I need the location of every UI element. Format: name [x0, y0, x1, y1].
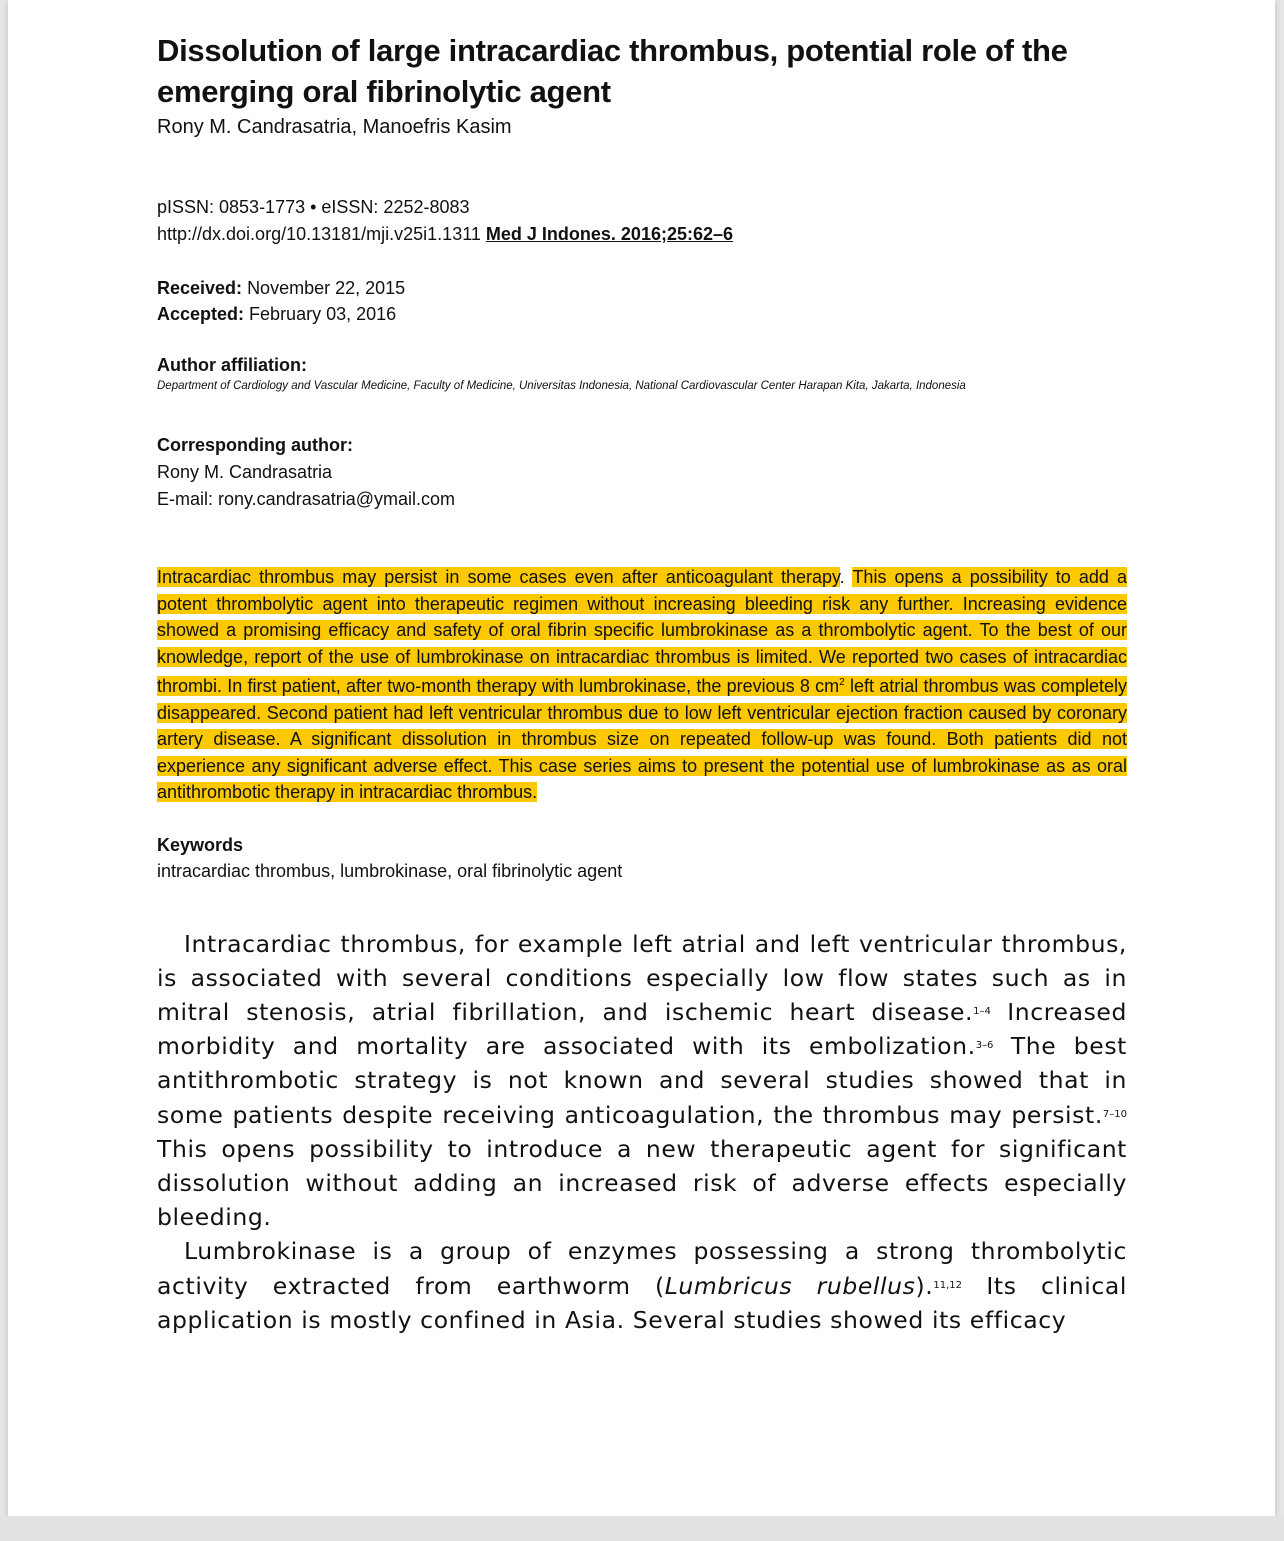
body-text [157, 927, 1127, 1337]
paper-authors: Rony M. Candrasatria, Manoefris Kasim [157, 116, 512, 138]
p2-text-c: Its clinical application is mostly confined in Asia. Several studies showed its efficacy [157, 1271, 1127, 1334]
doi-line [157, 221, 1127, 248]
keywords-heading: Keywords [157, 834, 244, 855]
accepted-line [157, 301, 1127, 327]
page-content [157, 30, 1127, 1337]
abstract-text-2a: This opens a possibility to add a potent thrombolytic agent into therapeutic regimen without increasing bleeding risk any further. Increasing evidence showed a promising efficacy and safety of oral fibrin specific lumbrokinase as a thrombolytic agent. To the best of our knowledge, report of the use of lumbrokinase on intracardiac thrombus is limited. We reported two cases of intracardiac thrombi. In first patient, after two-month therapy with lumbrokinase, the previous 8 cm [157, 567, 1127, 696]
affiliation-heading: Author affiliation: [157, 355, 307, 375]
issn-line: pISSN: 0853-1773 • eISSN: 2252-8083 [157, 197, 470, 217]
doi-link[interactable]: http://dx.doi.org/10.13181/mji.v25i1.1311 [157, 224, 481, 244]
keywords-text: intracardiac thrombus, lumbrokinase, oral fibrinolytic agent [157, 860, 623, 881]
corresponding-heading: Corresponding author: [157, 435, 353, 455]
abstract-superscript: 2 [839, 677, 845, 688]
page-bottom-edge [0, 1516, 1284, 1541]
ref-1-4[interactable]: 1–4 [973, 1005, 991, 1017]
abstract [157, 564, 1127, 806]
corresponding-name: Rony M. Candrasatria [157, 462, 333, 482]
ref-3-6[interactable]: 3–6 [975, 1040, 994, 1052]
ref-11-12[interactable]: 11,12 [933, 1279, 962, 1291]
p2-text-a: Lumbrokinase is a group of enzymes possessing a strong thrombolytic activity extracted from earthworm ( [157, 1237, 1127, 1300]
publication-info [157, 194, 1127, 248]
accepted-label: Accepted: [157, 304, 245, 324]
affiliation-text: Department of Cardiology and Vascular Medicine, Faculty of Medicine, Universitas Indonesia, National Cardiovascular Center Harapan Kita, Jakarta, Indonesia [157, 380, 966, 392]
paragraph-2 [157, 1234, 1127, 1337]
journal-citation-link[interactable]: Med J Indones. 2016;25:62–6 [485, 224, 734, 244]
received-label: Received: [157, 278, 243, 298]
abstract-period: . [839, 567, 845, 587]
received-line [157, 275, 1127, 301]
species-name: Lumbricus rubellus [664, 1271, 916, 1300]
dates-block [157, 275, 1127, 327]
ref-7-10[interactable]: 7–10 [1102, 1108, 1127, 1120]
p2-text-b: ). [915, 1271, 934, 1300]
document-page [8, 0, 1275, 1516]
abstract-highlight-2 [157, 567, 1127, 802]
paragraph-1 [157, 927, 1127, 1235]
p1-text-a: Intracardiac thrombus, for example left atrial and left ventricular thrombus, is associated with several conditions especially low flow states such as in mitral stenosis, atrial fibrillation, and ischemic heart disease. [157, 929, 1127, 1026]
abstract-highlight-1: Intracardiac thrombus may persist in some cases even after anticoagulant therapy [157, 567, 840, 587]
corresponding-author-block [157, 432, 1127, 513]
received-date: November 22, 2015 [247, 278, 406, 298]
accepted-date: February 03, 2016 [249, 304, 397, 324]
p1-text-b: Increased morbidity and mortality are associated with its embolization. [157, 997, 1127, 1061]
paper-title: Dissolution of large intracardiac thrombus, potential role of the emerging oral fibrinolytic agent [157, 33, 1068, 109]
p1-text-c: The best antithrombotic strategy is not known and several studies showed that in some patients despite receiving anticoagulation, the thrombus may persist. [157, 1032, 1127, 1129]
p1-text-d: This opens possibility to introduce a new therapeutic agent for significant dissolution without adding an increased risk of adverse effects especially bleeding. [157, 1134, 1127, 1232]
corresponding-email[interactable]: E-mail: rony.candrasatria@ymail.com [157, 489, 456, 509]
abstract-text-2b: left atrial thrombus was completely disappeared. Second patient had left ventricular thrombus due to low left ventricular ejection fraction caused by coronary artery disease. A significant dissolution in thrombus size on repeated follow-up was found. Both patients did not experience any significant adverse effect. This case series aims to present the potential use of lumbrokinase as as oral antithrombotic therapy in intracardiac thrombus. [157, 676, 1127, 802]
